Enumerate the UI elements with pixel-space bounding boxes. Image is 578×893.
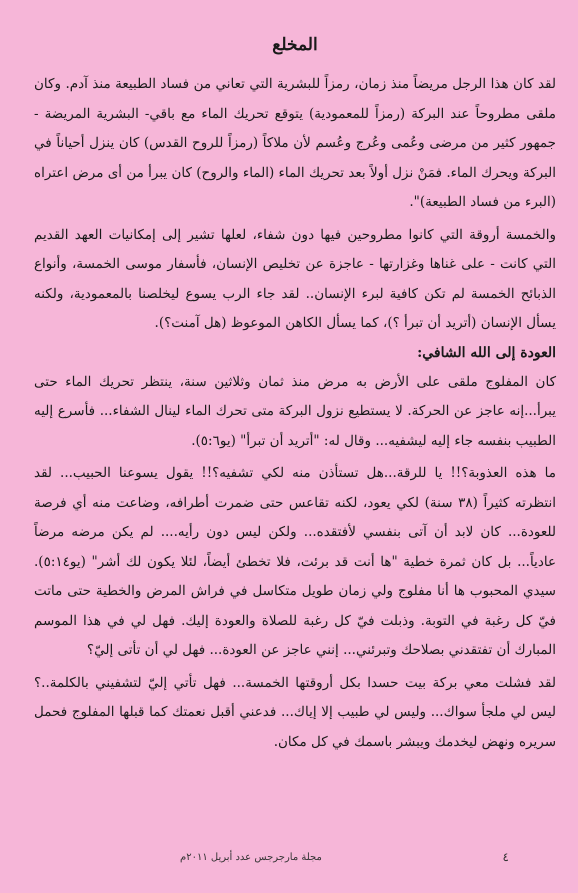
- paragraph-3: كان المفلوج ملقى على الأرض به مرض منذ ثمان وثلاثين سنة، ينتظر تحريك الماء حتى يبرأ...إنه عاجز عن الحركة. لا يستطيع نزول البركة متى تحرك الماء لينال الشفاء... فأسرع إليه الطبيب بنفسه جاء إليه ليشفيه... وقال له: "أتريد أن تبرأ" (يو٥:٦).: [34, 373, 556, 449]
- section-heading: العودة إلى الله الشافي:: [417, 344, 556, 361]
- paragraph-2: والخمسة أروقة التي كانوا مطروحين فيها دون شفاء، لعلها تشير إلى إمكانيات العهد القديم التي كانت - على غناها وغزارتها - عاجزة عن تخليص الإنسان، فأسفار موسى الخمسة، وأنواع الذبائح الخمسة لم تكن كافية لبرء الإنسان.. لقد جاء الرب يسوع ليخلصنا بالمعمودية، ولكنه يسأل الإنسان (أتريد أن تبرأ ؟)، كما يسأل الكاهن الموعوظ (هل آمنت؟).: [34, 226, 556, 331]
- paragraph-1: لقد كان هذا الرجل مريضاً منذ زمان، رمزاً للبشرية التي تعاني من فساد الطبيعة منذ آدم. وكان ملقى مطروحاً عند البركة (رمزاً للمعمودية) يتوقع تحريك الماء مع باقي- البشرية المريضة - جمهور كثير من مرضى وعُمى وعُرج وعُسم لأن ملاكاً (رمزاً للروح القدس) كان ينزل أحياناً في البركة ويحرك الماء. فمَنْ نزل أولاً بعد تحريك الماء (الماء والروح) كان يبرأ من أى مرض اعتراه (البرء من فساد الطبيعة)".: [34, 76, 556, 210]
- page-number: ٤: [502, 850, 509, 864]
- paragraph-4: ما هذه العذوبة؟!! يا للرقة...هل تستأذن منه لكي تشفيه؟!! يقول يسوعنا الحبيب... لقد انتظرته كثيراً (٣٨ سنة) لكي يعود، لكنه تقاعس حتى ضمرت أطرافه، وضاعت منه أي فرصة للعودة... كان لابد أن آتى بنفسي لأفتقده... ولكن ليس دون رأيه.... لم يكن مرضه مرضاً عادياً... بل كان ثمرة خطية "ها أنت قد برئت، فلا تخطئ أيضاً، لئلا يكون لك أشر" (يو٥:١٤). سيدي المحبوب ها أنا مفلوج ولي زمان طويل متكاسل في فراش المرض والخطية حتى ماتت فيّ كل رغبة في التوبة. وذبلت فيّ كل رغبة للصلاة والعودة إليك. فهل لي في هذا الموسم المبارك أن تفتقدني بصلاحك وتبرئني... إنني عاجز عن العودة... فهل لي أن تأتى إليّ؟: [34, 465, 556, 658]
- journal-name: مجلة مارجرجس عدد أبريل ٢٠١١م: [180, 852, 322, 863]
- page-title: المخلع: [272, 35, 318, 55]
- page-footer: [0, 846, 578, 874]
- paragraph-5: لقد فشلت معي بركة بيت حسدا بكل أروقتها الخمسة... فهل تأتي إليّ لتشفيني بالكلمة..؟ ليس لي ملجأ سواك... وليس لي طبيب إلا إياك... فدعني أقبل نعمتك كما قبلها المفلوج فحمل سريره ونهض ليخدمك ويبشر باسمك في كل مكان.: [34, 674, 556, 750]
- page-content: [34, 30, 556, 893]
